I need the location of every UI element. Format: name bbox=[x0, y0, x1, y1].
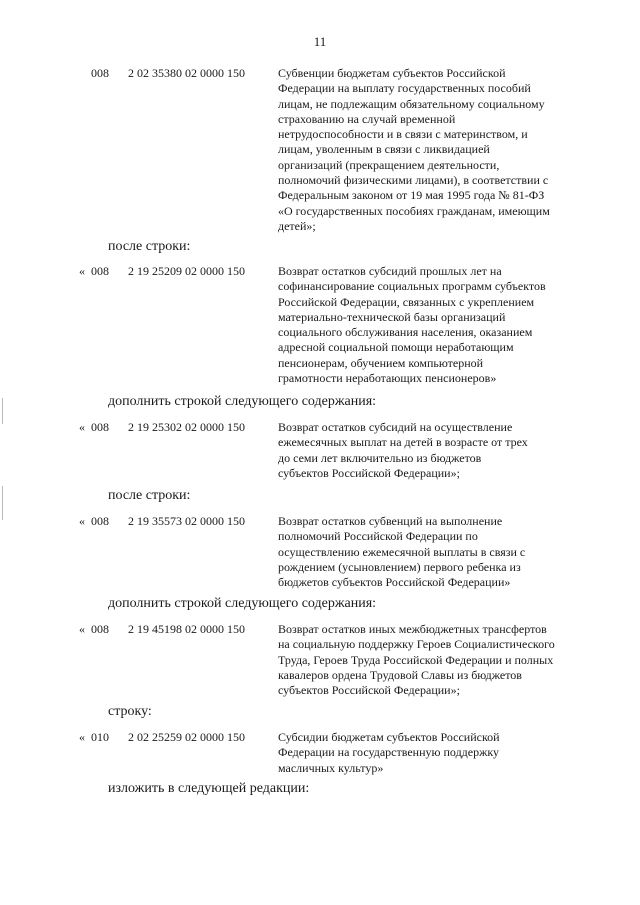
instruction-text: изложить в следующей редакции: bbox=[108, 781, 310, 796]
instruction-text: строку: bbox=[108, 704, 152, 719]
instruction-text: после строки: bbox=[108, 239, 191, 254]
description-line: на социальную поддержку Героев Социалистического bbox=[278, 637, 555, 652]
instruction-text: после строки: bbox=[108, 488, 191, 503]
description-line: масличных культур» bbox=[278, 760, 384, 775]
opening-quote: « bbox=[79, 264, 85, 278]
margin-mark bbox=[2, 398, 3, 424]
description-line: Федерации на государственную поддержку bbox=[278, 745, 500, 760]
description-line: Российской Федерации, связанных с укреплением bbox=[278, 294, 535, 309]
description-line: детей»; bbox=[278, 218, 316, 233]
budget-classification-code: 2 19 25302 02 0000 150 bbox=[128, 420, 245, 434]
administrator-code: 008 bbox=[91, 420, 109, 434]
row-description bbox=[278, 622, 578, 698]
description-line: Субвенции бюджетам субъектов Российской bbox=[278, 66, 506, 80]
description-line: до семи лет включительно из бюджетов bbox=[278, 450, 482, 465]
opening-quote: « bbox=[79, 622, 85, 636]
budget-classification-code: 2 19 35573 02 0000 150 bbox=[128, 514, 245, 528]
row-description bbox=[278, 730, 578, 776]
description-line: грамотности неработающих пенсионеров» bbox=[278, 371, 497, 386]
budget-classification-code: 2 02 25259 02 0000 150 bbox=[128, 730, 245, 744]
description-line: Возврат остатков субвенций на выполнение bbox=[278, 514, 503, 528]
description-line: страхованию на случай временной bbox=[278, 111, 456, 126]
opening-quote: « bbox=[79, 730, 85, 744]
instruction-text: дополнить строкой следующего содержания: bbox=[108, 394, 377, 409]
opening-quote: « bbox=[79, 420, 85, 434]
description-line: «О государственных пособиях гражданам, имеющим bbox=[278, 203, 550, 218]
description-line: полномочий Российской Федерации по bbox=[278, 529, 478, 544]
description-line: полномочий физическими лицами), в соответствии с bbox=[278, 173, 549, 188]
description-line: Труда, Героев Труда Российской Федерации и полных bbox=[278, 652, 554, 667]
description-line: лицам, уволенным в связи с ликвидацией bbox=[278, 142, 490, 157]
row-description bbox=[278, 66, 578, 234]
description-line: субъектов Российской Федерации»; bbox=[278, 465, 460, 480]
description-line: адресной социальной помощи неработающим bbox=[278, 340, 514, 355]
description-line: пенсионерам, обучением компьютерной bbox=[278, 355, 484, 370]
budget-classification-code: 2 19 25209 02 0000 150 bbox=[128, 264, 245, 278]
margin-mark bbox=[2, 486, 3, 520]
administrator-code: 008 bbox=[91, 622, 109, 636]
opening-quote: « bbox=[79, 514, 85, 528]
description-line: нетрудоспособности и в связи с материнством, и bbox=[278, 127, 528, 142]
description-line: бюджетов субъектов Российской Федерации» bbox=[278, 575, 511, 590]
page-number: 11 bbox=[313, 34, 327, 49]
description-line: осуществлению ежемесячной выплаты в связи с bbox=[278, 544, 526, 559]
description-line: Федерации на выплату государственных пособий bbox=[278, 81, 531, 96]
row-description bbox=[278, 264, 578, 386]
administrator-code: 008 bbox=[91, 264, 109, 278]
row-description bbox=[278, 514, 578, 590]
description-line: рождением (усыновлением) первого ребенка из bbox=[278, 559, 521, 574]
description-line: Субсидии бюджетам субъектов Российской bbox=[278, 730, 500, 744]
description-line: Возврат остатков иных межбюджетных трансфертов bbox=[278, 622, 547, 636]
row-description bbox=[278, 420, 578, 481]
budget-classification-code: 2 19 45198 02 0000 150 bbox=[128, 622, 245, 636]
administrator-code: 010 bbox=[91, 730, 109, 744]
description-line: Возврат остатков субсидий на осуществление bbox=[278, 420, 513, 434]
description-line: Возврат остатков субсидий прошлых лет на bbox=[278, 264, 502, 278]
description-line: ежемесячных выплат на детей в возрасте от трех bbox=[278, 435, 528, 450]
description-line: социального обслуживания населения, оказанием bbox=[278, 325, 533, 340]
description-line: материально-технической базы организаций bbox=[278, 309, 506, 324]
description-line: софинансирование социальных программ субъектов bbox=[278, 279, 546, 294]
administrator-code: 008 bbox=[91, 514, 109, 528]
description-line: Федеральным законом от 19 мая 1995 года № 81-ФЗ bbox=[278, 188, 545, 203]
description-line: субъектов Российской Федерации»; bbox=[278, 683, 460, 698]
budget-classification-code: 2 02 35380 02 0000 150 bbox=[128, 66, 245, 80]
description-line: организаций (прекращением деятельности, bbox=[278, 157, 500, 172]
instruction-text: дополнить строкой следующего содержания: bbox=[108, 596, 377, 611]
description-line: кавалеров ордена Трудовой Славы из бюджетов bbox=[278, 667, 522, 682]
description-line: лицам, не подлежащим обязательному социальному bbox=[278, 96, 545, 111]
administrator-code: 008 bbox=[91, 66, 109, 80]
